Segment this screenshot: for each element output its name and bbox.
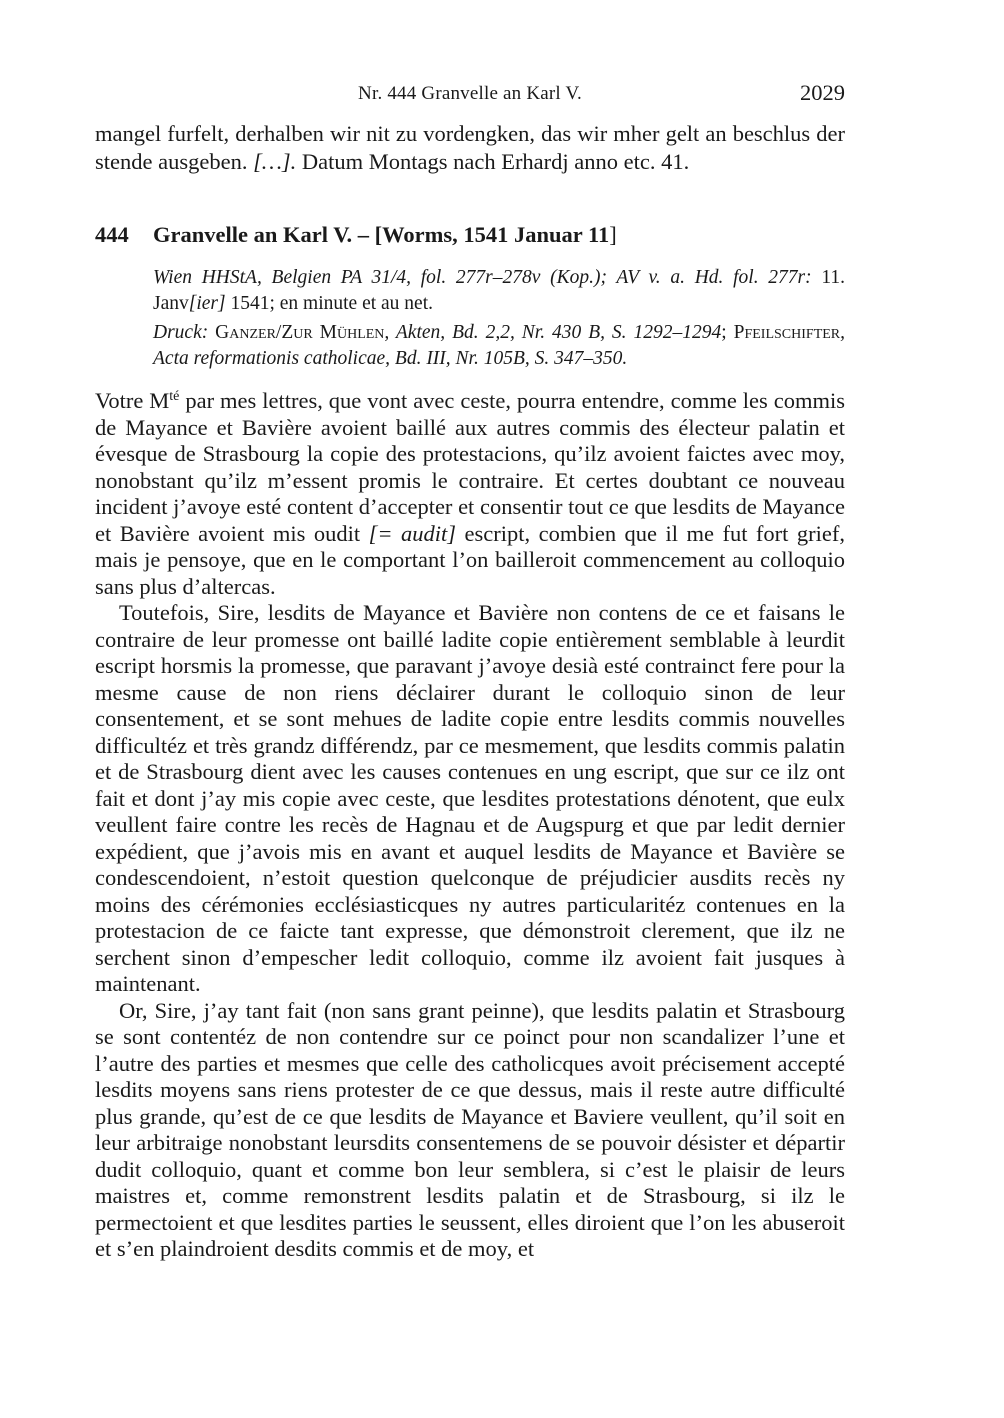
source-archive: Wien HHStA, Belgien PA 31/4, fol. 277r–278v (Kop.); AV v. a. Hd. fol. 277r: [153, 267, 812, 288]
print-note [153, 320, 845, 372]
letter-body [95, 388, 845, 1263]
paragraph-1-middle: par mes lettres, que vont avec ceste, pourra entendre, comme les commis de Mayance et Bavière avoient baillé aux autres commis des électeur palatin et évesque de Strasbourg la copie des protestacions, qu’ilz avoient faictes avec moy, nonobstant qu’ilz m’essent promis le contraire. Et certes doubtant ce nouveau incident j’avoye esté content d’accepter et consentir tout ce que lesdits de Mayance et Bavière avoient mis oudit [95, 388, 845, 546]
document-heading [95, 222, 845, 248]
document-title: Granvelle an Karl V. – [Worms, 1541 Januar 11 [153, 222, 610, 247]
carryover-text-2: Datum Montags nach Erhardj anno etc. 41. [296, 149, 690, 174]
print-label: Druck: [153, 322, 209, 343]
document-title-bracket: ] [609, 222, 617, 247]
paragraph-1-end: escript, combien que il me fut fort grief, mais je pensoye, que en le comportant l’on bailleroit commencement au colloquio sans plus d’altercas. [95, 520, 846, 599]
print-author-1: Ganzer/Zur Mühlen [208, 322, 385, 343]
source-note [153, 265, 845, 317]
print-separator: ; [721, 322, 734, 343]
print-author-2: Pfeilschifter [733, 322, 841, 343]
page-number: 2029 [800, 80, 845, 105]
paragraph-3: Or, Sire, j’ay tant fait (non sans grant peinne), que lesdits palatin et Strasbourg se sont contentéz de non contendre sur ce poinct pour non scandalizer l’une et l’autre des parties et mesmes que celle des catholicques avoit précisement accepté lesdits moyens sans riens protester de ce que dessus, mais il reste autre difficulté plus grande, qu’est de ce que lesdits de Mayance et Baviere veullent, qu’il soit en leur arbitraige nonobstant leursdits consentemens de se pouvoir désister et départir dudit colloquio, quant et comme bon leur semblera, si c’est le plaisir de leurs maistres et, comme remonstrent lesdits palatin et de Strasbourg, si ilz le permectoient et que lesdites parties le seussent, elles diroient que l’on les abuseroit et s’en plaindroient desdits commis et de moy, et [95, 997, 845, 1261]
source-date-rest: 1541; en minute et au net. [225, 293, 434, 314]
print-reference-1: , Akten, Bd. 2,2, Nr. 430 B, S. 1292–1294 [384, 322, 722, 343]
paragraph-1 [95, 388, 845, 600]
omission-mark: […]. [253, 149, 297, 174]
running-head [95, 80, 845, 110]
paragraph-2: Toutefois, Sire, lesdits de Mayance et Bavière non contens de ce et faisans le contraire de leur promesse ont baillé ladite copie entièrement semblable à leurdit escript horsmis la promesse, que paravant j’avoye desià esté contrainct fere pour la mesme cause de non riens déclairer durant le colloquio sinon de leur consentement, et se sont mehues de ladite copie entre lesdits commis nouvelles difficultéz et très grandz différendz, par ce mesmement, que lesdits commis palatin et de Strasbourg dient avec les causes contenues en ung escript, que sur ce ilz ont fait et dont j’ay mis copie avec ceste, que lesdites protestations dénotent, que eulx veullent faire contre les recès de Hagnau et de Augspurg et que par ledit dernier expédient, que j’avois mis en avant et auquel lesdits de Mayance et Bavière se condescendoient, n’estoit question quelconque de préjudicier ausdits recès ny moins des cérémonies ecclésiasticques ny autres particularitéz contenues en la protestacion de ce faicte tant expresse, que démonstroit clerement, que ilz ne serchent sinon d’empescher ledit colloquio, comme ilz avoient fait jusques à maintenant. [95, 600, 845, 996]
superscript: té [169, 389, 180, 404]
print-reference-2: , Acta reformationis catholicae, Bd. III, Nr. 105B, S. 347–350. [153, 322, 846, 369]
document-number: 444 [95, 222, 129, 247]
source-date-bracket: [ier] [188, 293, 226, 314]
running-head-title: Nr. 444 Granvelle an Karl V. [358, 83, 582, 104]
carryover-paragraph [95, 120, 845, 176]
paragraph-1-start: Votre M [95, 388, 170, 413]
source-date: 11. Janv [153, 267, 845, 314]
carryover-text-1: mangel furfelt, derhalben wir nit zu vordengken, das wir mher gelt an beschlus der stende ausgeben. [95, 121, 845, 174]
editorial-note: [= audit] [368, 520, 457, 546]
